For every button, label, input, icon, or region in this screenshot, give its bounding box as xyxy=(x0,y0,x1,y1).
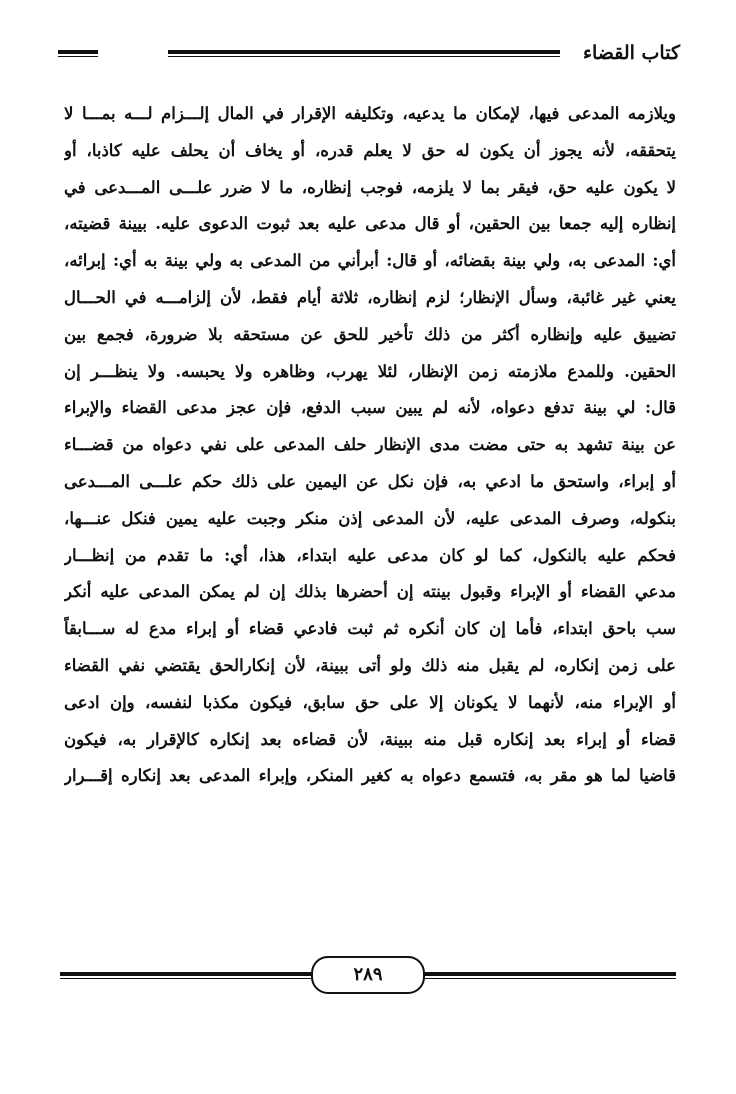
page-footer xyxy=(60,954,676,994)
text-line-5: أي: المدعى به، ولي بينة بقضائه، أو قال: أبرأني من المدعى به ولي بينة به أي: إبرائه، xyxy=(64,251,676,271)
text-line-18: قضاء أو إبراء بعد إنكاره قبل منه ببينة، لأن قضاءه بعد إنكاره كالإقرار به، فيكون xyxy=(64,729,676,749)
text-line-17: أو الإبراء منه، لأنهما لا يكونان إلا على حق سابق، فيكون مكذبا لنفسه، وإن ادعى xyxy=(64,692,676,712)
text-line-7: تضييق عليه وإنظاره أكثر من ذلك تأخير للحق عن مستحقه بلا ضرورة، فجمع بين xyxy=(64,324,676,344)
header-rule-long xyxy=(168,50,560,57)
text-line-10: عن بينة تشهد به حتى مضت مدى الإنظار حلف المدعى على نفي دعواه من قضـــاء xyxy=(64,435,676,455)
text-line-9: قال: لي بينة تدفع دعواه، لأنه لم يبين سبب الدفع، فإن عجز مدعى القضاء والإبراء xyxy=(64,398,676,418)
text-line-15: سب باحق ابتداء، فأما إن كان أنكره ثم ثبت فادعي قضاء أو إبراء مدع له ســـابقاً xyxy=(64,619,676,639)
text-line-16: على زمن إنكاره، لم يقبل منه ذلك ولو أتى ببينة، لأن إنكارالحق يقتضي نفي القضاء xyxy=(64,655,676,675)
page-number: ٢٨٩ xyxy=(311,956,425,994)
text-line-3: لا يكون عليه حق، فيقر بما لا يلزمه، فوجب إنظاره، ما لا ضرر علـــى المـــدعى في xyxy=(64,177,676,197)
text-line-6: يعني غير غائبة، وسأل الإنظار؛ لزم إنظاره، ثلاثة أيام فقط، لأن إلزامـــه في الحـــال xyxy=(64,287,676,307)
header-title: كتاب القضاء xyxy=(573,38,680,68)
text-line-11: أو إبراء، واستحق ما ادعي به، فإن نكل عن اليمين على ذلك حكم علـــى المـــدعى xyxy=(64,471,676,491)
body-text xyxy=(64,96,676,795)
text-line-13: فحكم عليه بالنكول، كما لو كان مدعى عليه ابتداء، هذا، أي: ما تقدم من إنظـــار xyxy=(64,545,676,565)
text-line-12: بنكوله، وصرف المدعى عليه، لأن المدعى إذن منكر وجبت عليه يمين فنكل عنـــها، xyxy=(64,508,676,528)
text-line-14: مدعي القضاء أو الإبراء وقبول بينته إن أحضرها بذلك إن لم يمكن المدعى عليه أنكر xyxy=(64,582,676,602)
text-line-4: إنظاره إليه جمعا بين الحقين، أو قال مدعى عليه بعد ثبوت الدعوى عليه. بيينة قضيته، xyxy=(64,214,676,234)
header-rule-short xyxy=(58,50,98,57)
running-header xyxy=(58,38,680,68)
text-line-2: يتحققه، لأنه يجوز أن يكون له حق لا يعلم قدره، أو يخاف أن يحلف عليه كاذبا، أو xyxy=(64,140,676,160)
text-line-19: قاضيا لما هو مقر به، فتسمع دعواه به كغير المنكر، وإبراء المدعى بعد إنكاره إقـــرار xyxy=(64,766,676,786)
text-line-8: الحقين. وللمدع ملازمته زمن الإنظار، لئلا يهرب، وظاهره ولا يحبسه. ولا ينظـــر إن xyxy=(64,361,676,381)
text-line-1: ويلازمه المدعى فيها، لإمكان ما يدعيه، وتكليفه الإقرار في المال إلـــزام لـــه بمـــا لا xyxy=(64,104,676,123)
